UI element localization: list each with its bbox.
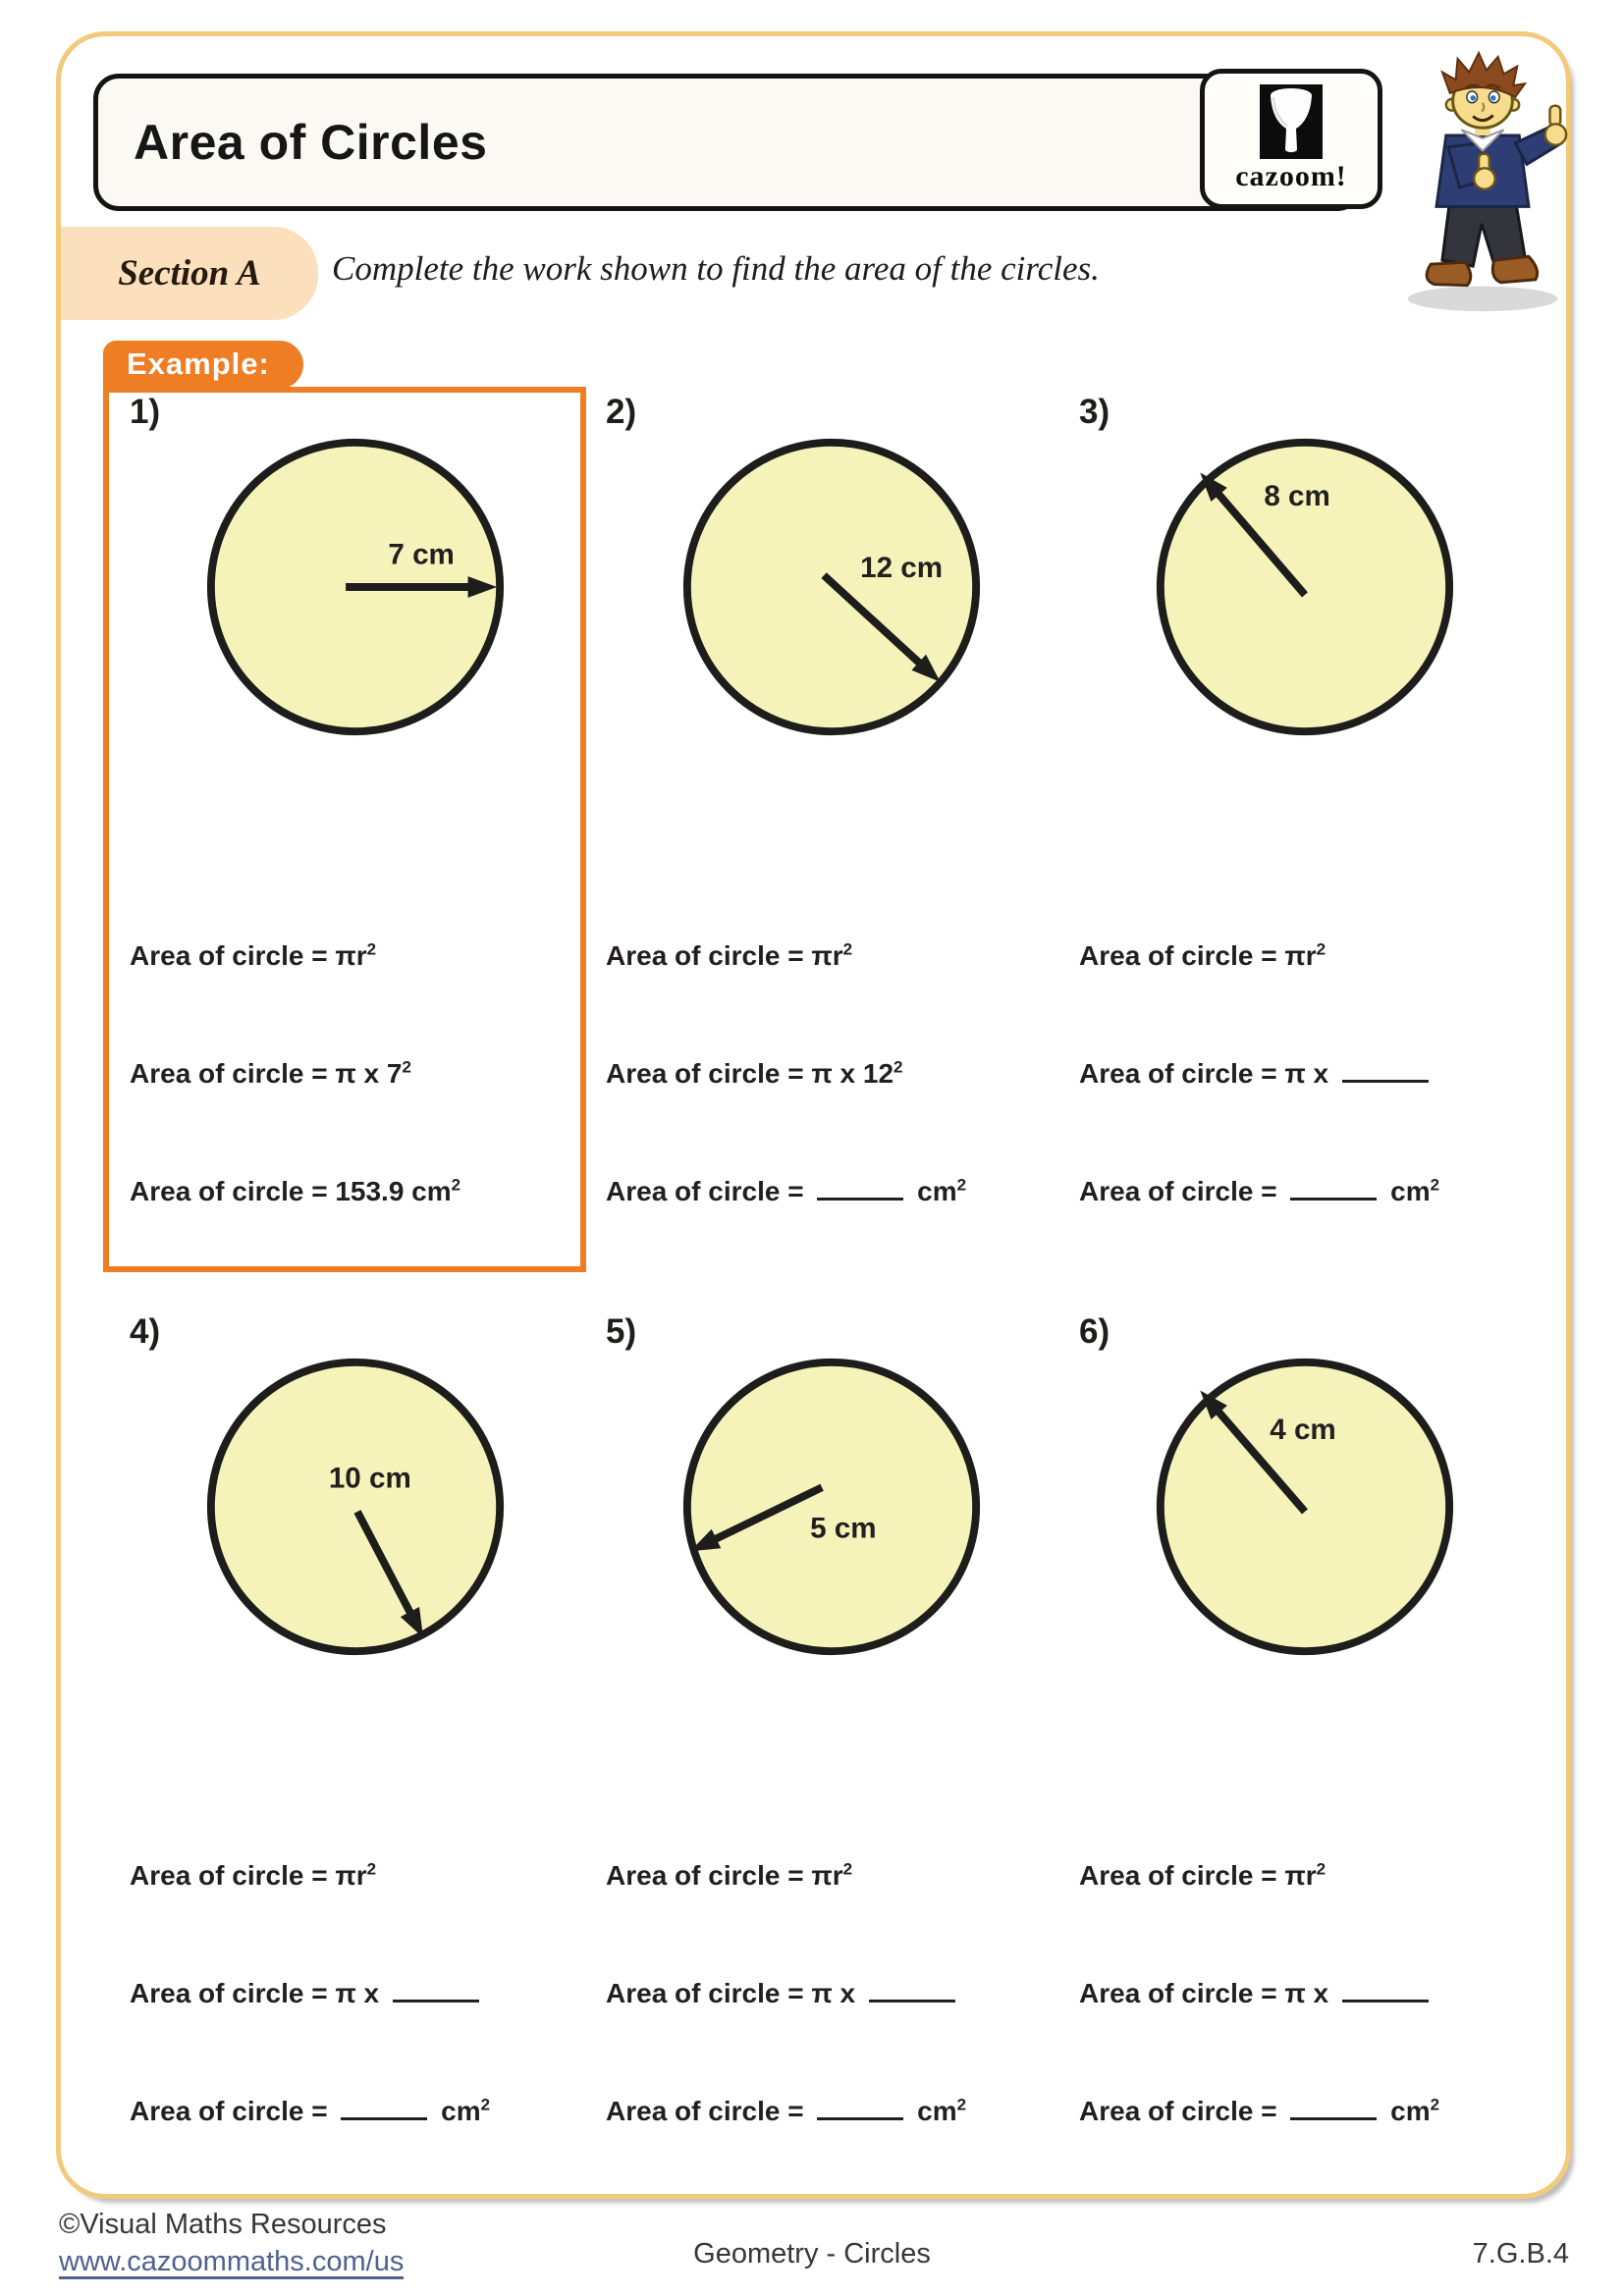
problem-cell — [110, 1312, 571, 2225]
formula-line: Area of circle = π x — [1079, 1058, 1435, 1090]
problem-number: 6) — [1079, 1312, 1110, 1351]
radius-label: 8 cm — [1264, 480, 1330, 513]
problem-cell — [110, 393, 571, 1306]
cazoom-logo — [1200, 69, 1382, 209]
formula-line: Area of circle = $\pi r^2$ — [1079, 1859, 1326, 1891]
formula-line: Area of circle = $\pi r^2$ — [606, 939, 853, 971]
formula-line: Area of circle = $cm^2$ — [606, 2095, 967, 2126]
drum-icon — [1260, 84, 1323, 159]
formula-line: Area of circle = $\pi r^2$ — [130, 1859, 377, 1891]
answer-blank — [1290, 2115, 1377, 2120]
circle-figure — [200, 1352, 511, 1662]
formula-line: Area of circle = 153.9 $cm^2$ — [130, 1175, 461, 1206]
circle-figure — [677, 1352, 987, 1662]
formula-line: Area of circle = π x $12^2$ — [606, 1057, 903, 1089]
formula-line: Area of circle = π x — [1079, 1978, 1435, 2009]
answer-blank — [341, 2115, 427, 2120]
footer-standard-code: 7.G.B.4 — [1472, 2238, 1569, 2269]
problem-number: 4) — [130, 1312, 161, 1351]
problem-cell — [1059, 1312, 1521, 2225]
section-a-badge: Section A — [61, 227, 318, 320]
formula-line: Area of circle = $cm^2$ — [606, 1175, 967, 1206]
answer-blank — [869, 1998, 955, 2002]
radius-label: 4 cm — [1270, 1413, 1336, 1446]
formula-line: Area of circle = $cm^2$ — [1079, 1175, 1440, 1206]
radius-label: 12 cm — [860, 552, 944, 585]
problem-cell — [586, 1312, 1048, 2225]
radius-label: 5 cm — [810, 1512, 877, 1545]
formula-line: Area of circle = π x — [130, 1978, 485, 2009]
footer-subject: Geometry - Circles — [693, 2238, 931, 2269]
answer-blank — [817, 2115, 903, 2120]
problem-number: 3) — [1079, 393, 1110, 431]
formula-line: Area of circle = $\pi r^2$ — [1079, 939, 1326, 971]
answer-blank — [1342, 1998, 1429, 2002]
page-title: Area of Circles — [134, 115, 488, 170]
formula-line: Area of circle = $cm^2$ — [1079, 2095, 1440, 2126]
problem-number: 5) — [606, 1312, 637, 1351]
circle-figure — [1150, 432, 1460, 742]
copyright-text: ©Visual Maths Resources — [59, 2209, 387, 2240]
radius-label: 7 cm — [388, 538, 455, 571]
problem-number: 2) — [606, 393, 637, 431]
problem-cell — [586, 393, 1048, 1306]
example-tab: Example: — [103, 341, 303, 389]
formula-line: Area of circle = $\pi r^2$ — [606, 1859, 853, 1891]
problem-cell — [1059, 393, 1521, 1306]
answer-blank — [1290, 1196, 1377, 1201]
formula-line: Area of circle = $\pi r^2$ — [130, 939, 377, 971]
problem-number: 1) — [130, 393, 161, 431]
formula-line: Area of circle = π x $7^2$ — [130, 1057, 411, 1089]
mascot-boy-illustration — [1386, 47, 1579, 316]
circle-figure — [200, 432, 511, 742]
formula-line: Area of circle = $cm^2$ — [130, 2095, 491, 2126]
cazoom-link[interactable]: www.cazoommaths.com/us — [59, 2247, 404, 2279]
circle-figure — [1150, 1352, 1460, 1662]
answer-blank — [393, 1998, 479, 2002]
circle-figure — [677, 432, 987, 742]
radius-label: 10 cm — [328, 1462, 411, 1495]
answer-blank — [817, 1196, 903, 1201]
formula-line: Area of circle = π x — [606, 1978, 961, 2009]
answer-blank — [1342, 1078, 1429, 1083]
logo-wordmark: cazoom! — [1235, 160, 1347, 192]
header — [93, 74, 1363, 211]
section-a-instruction: Complete the work shown to find the area of the circles. — [332, 249, 1100, 288]
